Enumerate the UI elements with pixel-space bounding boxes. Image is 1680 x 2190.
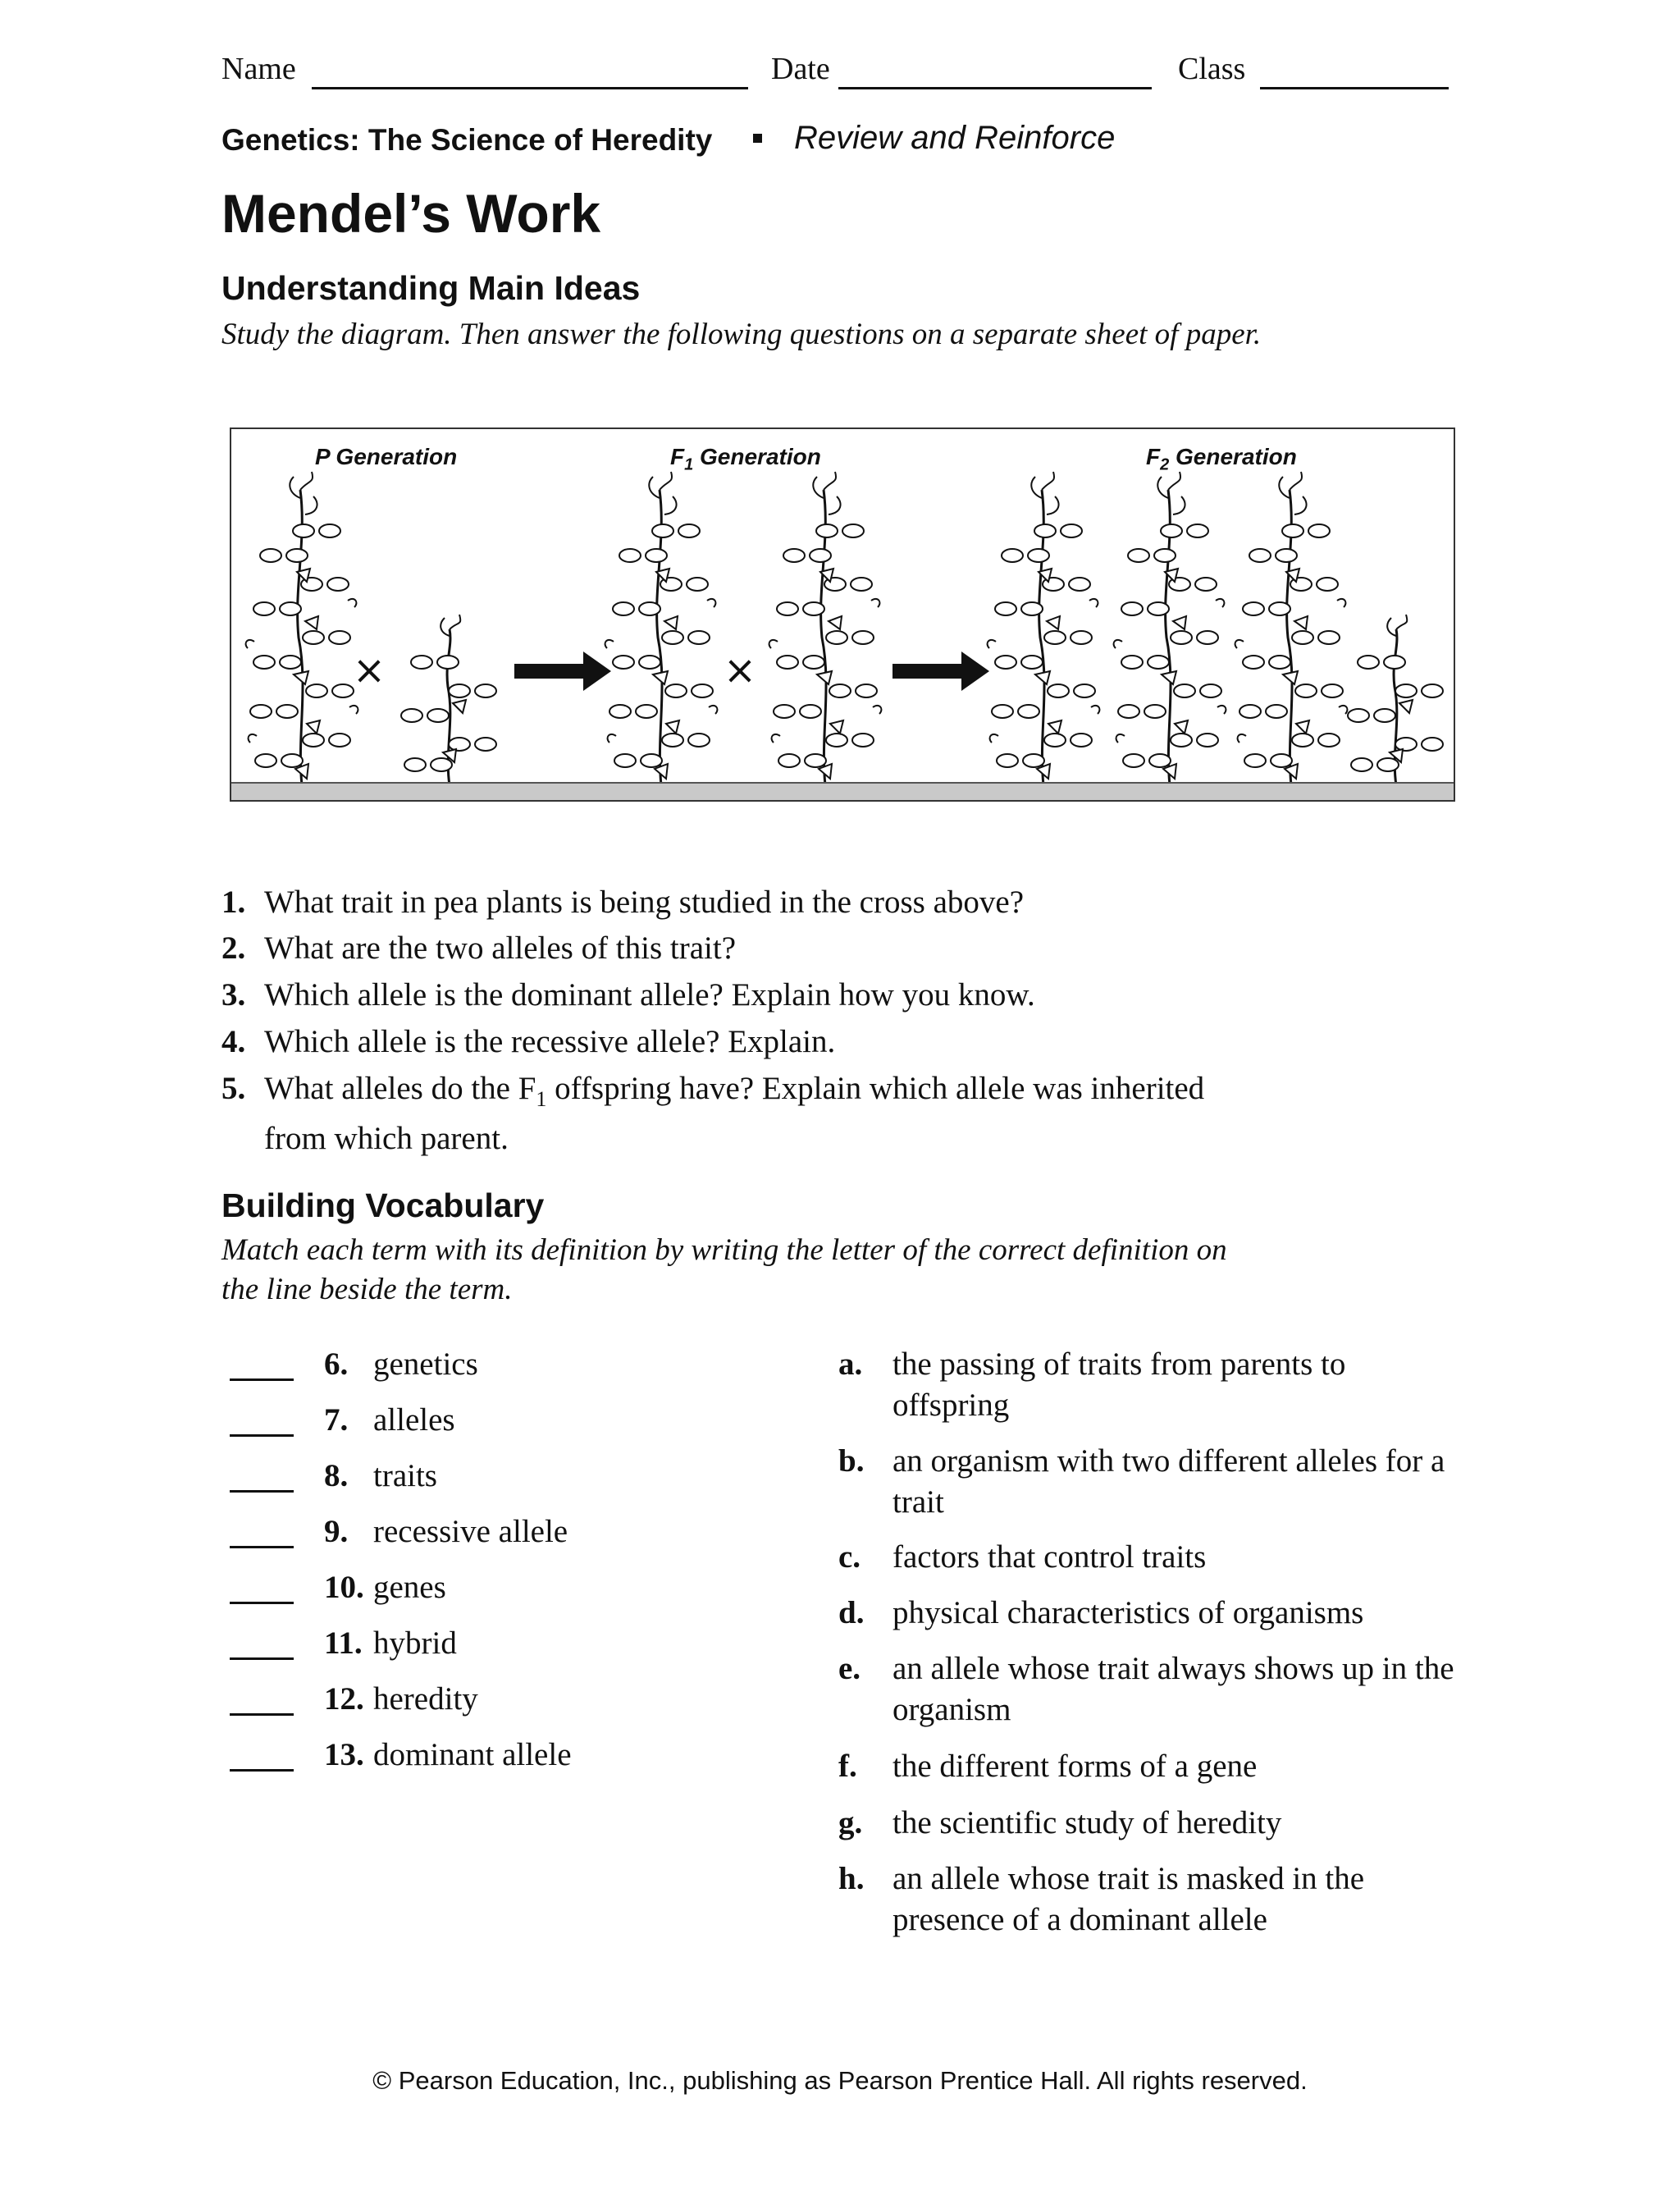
question-1: 1. What trait in pea plants is being studied in the cross above? <box>221 885 1025 920</box>
p-generation-label: P Generation <box>315 444 458 469</box>
arrow-f1-to-f2 <box>892 652 989 691</box>
question-4: 4. Which allele is the recessive allele? Explain. <box>221 1024 836 1059</box>
course-title: Genetics: The Science of Heredity <box>221 123 713 157</box>
f2-generation-label: $F_2$ Generation <box>1146 444 1297 474</box>
section-heading-vocabulary: Building Vocabulary <box>221 1186 545 1224</box>
cross-symbol-1: × <box>352 647 386 693</box>
section-instructions-main-ideas: Study the diagram. Then answer the following questions on a separate sheet of paper. <box>221 318 1262 351</box>
section-type: Review and Reinforce <box>794 120 1116 156</box>
cross-symbol-2: × <box>723 647 757 693</box>
page-title: Mendel’s Work <box>221 183 601 244</box>
f2-plant-1 <box>988 472 1100 785</box>
p-tall-plant <box>246 472 358 785</box>
copyright-footer: © Pearson Education, Inc., publishing as Pearson Prentice Hall. All rights reserved. <box>372 2066 1308 2095</box>
definition-e: e. an allele whose trait always shows up in the organism <box>838 1651 1454 1727</box>
question-3: 3. Which allele is the dominant allele? Explain how you know. <box>221 977 1035 1013</box>
answer-blank-12[interactable] <box>230 1713 294 1716</box>
worksheet-page: Name Date Class Genetics: The Science of Heredity Review and Reinforce Mendel’s Work Understanding Main Ideas Study the diagram. Then answer the following questions on a separate sheet of paper. P Generation $F_1$ Generation $F_2$ Generation × × 1. What trait in pea plants is being studied in the cross above? 2. What are the two alleles of this trait? 3. Which allele is the dominant allele? Explain how you know. 4. Which allele is the recessive allele? Explain. 5. What alleles do the $F_1$ offspring have? Explain which allele was inherited from which parent. Building Vocabulary Match each term with its definition by writing the letter of the correct definition on the line beside the term. 6. genetics 7. alleles 8. traits 9. recessive allele 10. genes 11. hybrid 12. heredity 13. dominant allele a. the passing of traits from parents to offspring b. an organism with two different alleles for a trait c. factors that control traits d. physical characteristics of organisms e. an allele whose trait always shows up in the organism f. the different forms of a gene g. the scientific study of heredity h. an allele whose trait is masked in the presence of a dominant allele © Pearson Education, Inc., publishing as Pearson Prentice Hall. All rights reserved. <box>0 0 1680 2190</box>
question-5: 5. What alleles do the $F_1$ offspring have? Explain which allele was inherited from which parent. <box>221 1071 1205 1156</box>
f2-plant-3 <box>1235 472 1348 785</box>
p-short-plant <box>401 615 496 785</box>
f2-plant-4-short <box>1348 615 1443 785</box>
section-heading-main-ideas: Understanding Main Ideas <box>221 269 641 307</box>
definition-f: f. the different forms of a gene <box>838 1749 1258 1784</box>
f1-plant-2 <box>769 472 882 785</box>
definition-d: d. physical characteristics of organisms <box>838 1595 1364 1630</box>
plants-illustration <box>231 429 1454 800</box>
f2-plant-2 <box>1114 472 1226 785</box>
definition-b: b. an organism with two different alleles for a trait <box>838 1443 1445 1520</box>
answer-blank-13[interactable] <box>230 1769 294 1772</box>
answer-blank-10[interactable] <box>230 1602 294 1604</box>
date-label: Date <box>771 52 830 86</box>
question-2: 2. What are the two alleles of this trait? <box>221 930 737 966</box>
name-line <box>312 87 748 89</box>
definition-c: c. factors that control traits <box>838 1539 1207 1575</box>
answer-blank-8[interactable] <box>230 1490 294 1493</box>
separator-bullet <box>753 134 762 143</box>
definition-a: a. the passing of traits from parents to offspring <box>838 1346 1346 1423</box>
answer-blank-11[interactable] <box>230 1657 294 1660</box>
pea-plant-cross-diagram <box>230 427 1455 802</box>
definition-h: h. an allele whose trait is masked in the presence of a dominant allele <box>838 1861 1365 1937</box>
f1-generation-label: $F_1$ Generation <box>670 444 821 474</box>
answer-blank-7[interactable] <box>230 1434 294 1437</box>
date-line <box>838 87 1152 89</box>
definition-g: g. the scientific study of heredity <box>838 1805 1282 1840</box>
arrow-p-to-f1 <box>514 652 611 691</box>
f1-plant-1 <box>605 472 718 785</box>
answer-blank-6[interactable] <box>230 1378 294 1381</box>
class-label: Class <box>1178 52 1246 86</box>
answer-blank-9[interactable] <box>230 1546 294 1548</box>
class-line <box>1260 87 1449 89</box>
section-instructions-vocabulary: Match each term with its definition by writing the letter of the correct definition on the line beside the term. <box>221 1233 1227 1306</box>
ground-strip <box>231 782 1454 800</box>
name-label: Name <box>221 52 296 86</box>
